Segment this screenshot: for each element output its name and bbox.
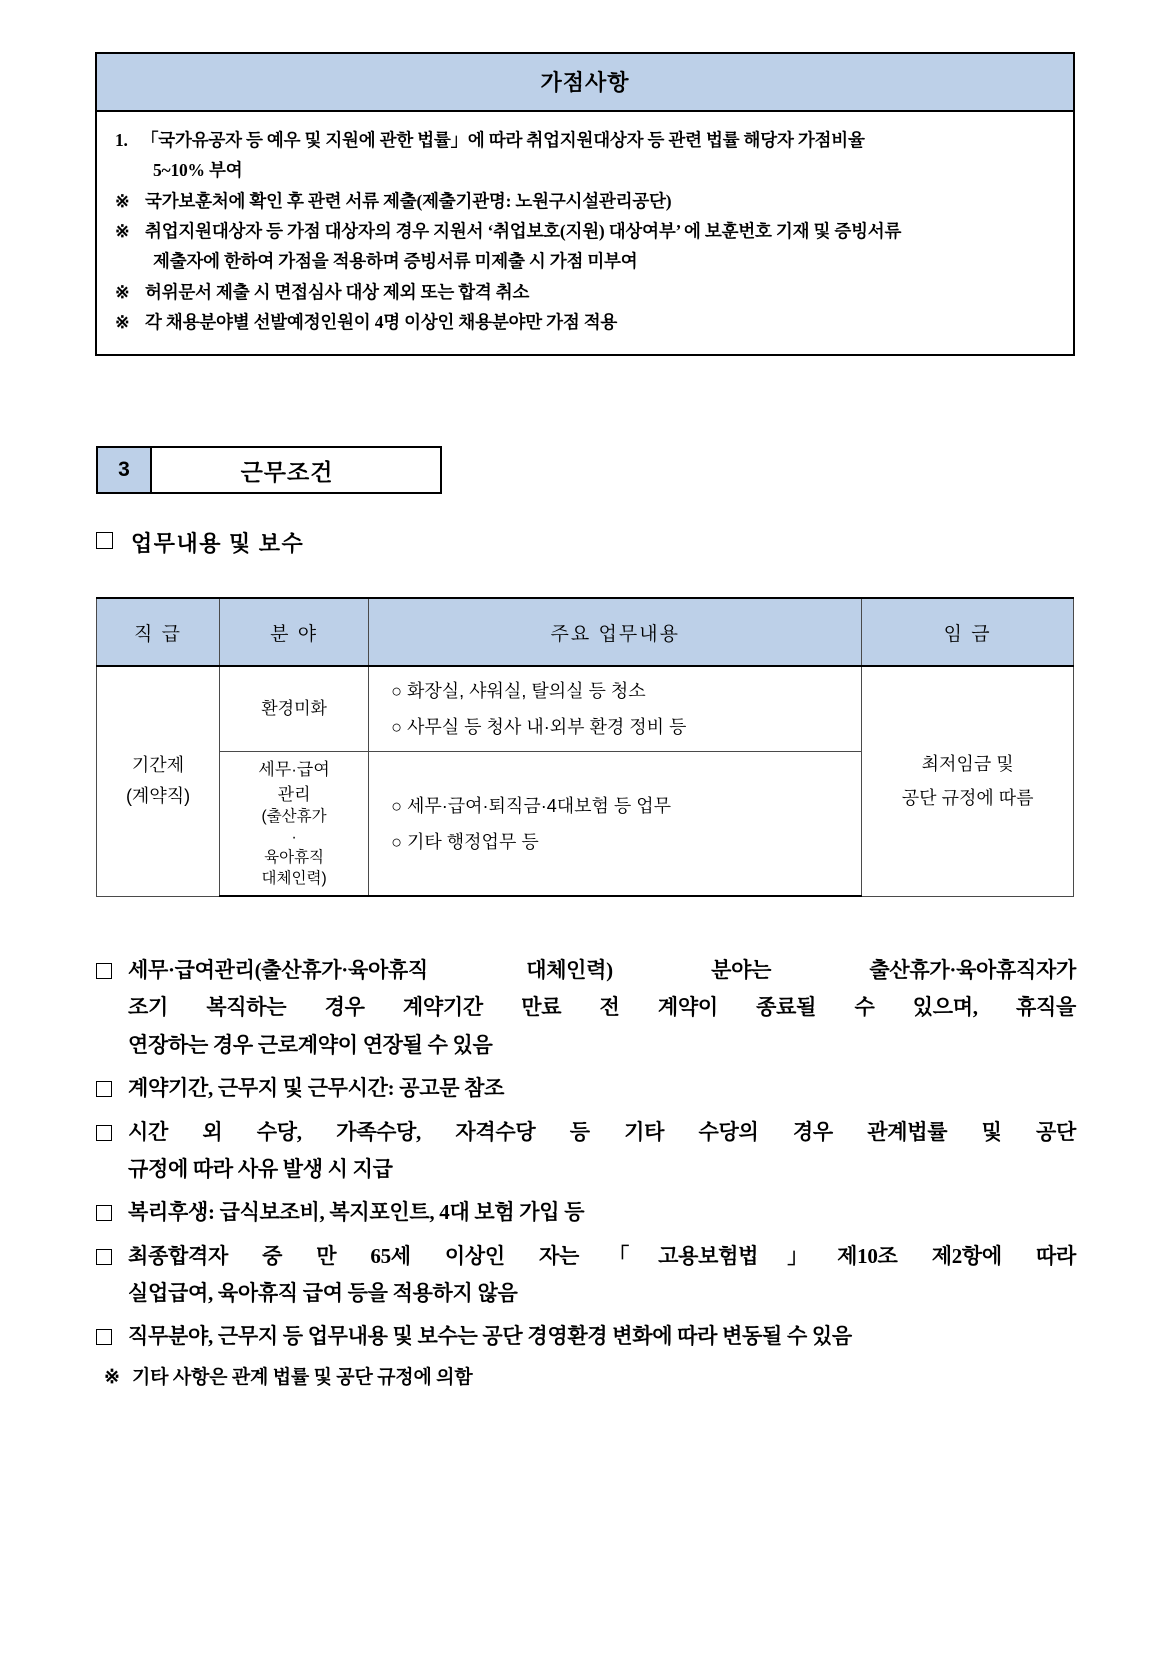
square-bullet-icon	[96, 1249, 112, 1265]
notice-item	[115, 217, 1055, 245]
notice-item-text: 각 채용분야별 선발예정인원이 4명 이상인 채용분야만 가점 적용	[145, 312, 618, 333]
field-label: 환경미화	[261, 698, 327, 718]
duty-and-pay-table	[96, 597, 1074, 897]
list-item-line: 규정에 따라 사유 발생 시 지급	[128, 1156, 393, 1181]
duty-item: ○ 세무·급여·퇴직금·4대보험 등 업무	[391, 795, 672, 816]
notice-title: 가점사항	[97, 54, 1073, 112]
list-item-text	[128, 1114, 1076, 1189]
bonus-points-notice-box	[95, 52, 1075, 356]
field-line-4: ·	[291, 828, 297, 846]
notice-item-marker: ※	[115, 190, 130, 211]
duty-item: ○ 화장실, 샤워실, 탈의실 등 청소	[391, 681, 646, 701]
notice-item-marker: 1.	[115, 130, 128, 150]
list-item	[96, 952, 1076, 1064]
duty-item: ○ 기타 행정업무 등	[391, 831, 539, 852]
column-header-pay: 임 금	[862, 598, 1074, 666]
list-item-text	[128, 1318, 1076, 1355]
cell-field	[220, 666, 369, 752]
column-header-rank: 직 급	[97, 598, 220, 666]
square-bullet-icon	[96, 532, 113, 549]
list-item	[96, 1194, 1076, 1231]
rank-line-1: 기간제	[131, 754, 185, 775]
section-title: 근무조건	[240, 458, 334, 485]
subsection-title: 업무내용 및 보수	[131, 531, 305, 556]
list-item-text	[128, 1194, 1076, 1231]
list-item-line: 직무분야, 근무지 등 업무내용 및 보수는 공단 경영환경 변화에 따라 변동될 수 있음	[128, 1324, 852, 1349]
footnote-text: 기타 사항은 관계 법률 및 공단 규정에 의함	[132, 1366, 473, 1388]
list-item-line: 시간 외 수당, 가족수당, 자격수당 등 기타 수당의 경우 관계법률 및 공단	[128, 1119, 1076, 1144]
notice-item-text: 국가보훈처에 확인 후 관련 서류 제출(제출기관명: 노원구시설관리공단)	[145, 190, 672, 211]
section-number: 3	[98, 448, 152, 492]
working-conditions-list	[96, 952, 1076, 1394]
notice-item-marker: ※	[115, 312, 130, 333]
duty-item: ○ 사무실 등 청사 내·외부 환경 정비 등	[391, 717, 687, 737]
notice-body	[97, 112, 1073, 354]
list-item	[96, 1318, 1076, 1355]
notice-item-marker: ※	[115, 221, 130, 242]
field-line-3: (출산휴가	[261, 808, 327, 826]
field-line-6: 대체인력)	[261, 869, 327, 887]
section-heading	[96, 446, 442, 494]
list-item-text	[128, 1238, 1076, 1313]
notice-item-continuation: 제출자에 한하여 가점을 적용하며 증빙서류 미제출 시 가점 미부여	[153, 251, 638, 272]
notice-item-continuation: 5~10% 부여	[153, 160, 243, 181]
list-item-line: 복리후생: 급식보조비, 복지포인트, 4대 보험 가입 등	[128, 1200, 585, 1225]
field-line-1: 세무·급여	[258, 760, 330, 779]
cell-duties	[369, 666, 862, 752]
cell-duties	[369, 752, 862, 897]
list-item	[96, 1238, 1076, 1313]
notice-item	[115, 278, 1055, 306]
notice-item	[115, 126, 1055, 154]
notice-item-text: 「국가유공자 등 예우 및 지원에 관한 법률」에 따라 취업지원대상자 등 관련 법률 해당자 가점비율	[141, 130, 865, 150]
footnote	[96, 1362, 1076, 1394]
square-bullet-icon	[96, 1081, 112, 1097]
notice-item-marker: ※	[115, 281, 130, 302]
list-item-line: 조기 복직하는 경우 계약기간 만료 전 계약이 종료될 수 있으며, 휴직을	[128, 995, 1076, 1020]
list-item-line: 연장하는 경우 근로계약이 연장될 수 있음	[128, 1032, 493, 1057]
square-bullet-icon	[96, 1329, 112, 1345]
list-item-line: 세무·급여관리(출산휴가·육아휴직 대체인력) 분야는 출산휴가·육아휴직자가	[128, 958, 1076, 982]
notice-item	[115, 187, 1055, 215]
cell-pay	[862, 666, 1074, 896]
notice-item-text: 취업지원대상자 등 가점 대상자의 경우 지원서 ‘취업보호(지원) 대상여부’ 에 보훈번호 기재 및 증빙서류	[145, 221, 902, 242]
list-item	[96, 1070, 1076, 1107]
subsection-heading	[96, 527, 304, 558]
list-item-line: 실업급여, 육아휴직 급여 등을 적용하지 않음	[128, 1281, 518, 1305]
column-header-duty: 주요 업무내용	[369, 598, 862, 666]
rank-line-2: (계약직)	[125, 786, 191, 807]
list-item-text	[128, 1070, 1076, 1107]
table-header-row	[97, 598, 1074, 666]
square-bullet-icon	[96, 1205, 112, 1221]
cell-rank	[97, 666, 220, 896]
column-header-field: 분 야	[220, 598, 369, 666]
list-item	[96, 1114, 1076, 1189]
cell-field	[220, 752, 369, 897]
square-bullet-icon	[96, 963, 112, 979]
list-item-line: 최종합격자 중 만 65세 이상인 자는「고용보험법」제10조 제2항에 따라	[128, 1243, 1076, 1268]
square-bullet-icon	[96, 1125, 112, 1141]
list-item-line: 계약기간, 근무지 및 근무시간: 공고문 참조	[128, 1076, 505, 1101]
table-row	[97, 666, 1074, 752]
pay-line-2: 공단 규정에 따름	[901, 788, 1034, 809]
notice-item-text: 허위문서 제출 시 면접심사 대상 제외 또는 합격 취소	[145, 281, 530, 302]
list-item-text	[128, 952, 1076, 1064]
footnote-marker: ※	[104, 1366, 120, 1388]
field-line-2: 관리	[277, 784, 311, 804]
pay-line-1: 최저임금 및	[921, 754, 1014, 775]
field-line-5: 육아휴직	[264, 849, 325, 867]
notice-item	[115, 308, 1055, 336]
